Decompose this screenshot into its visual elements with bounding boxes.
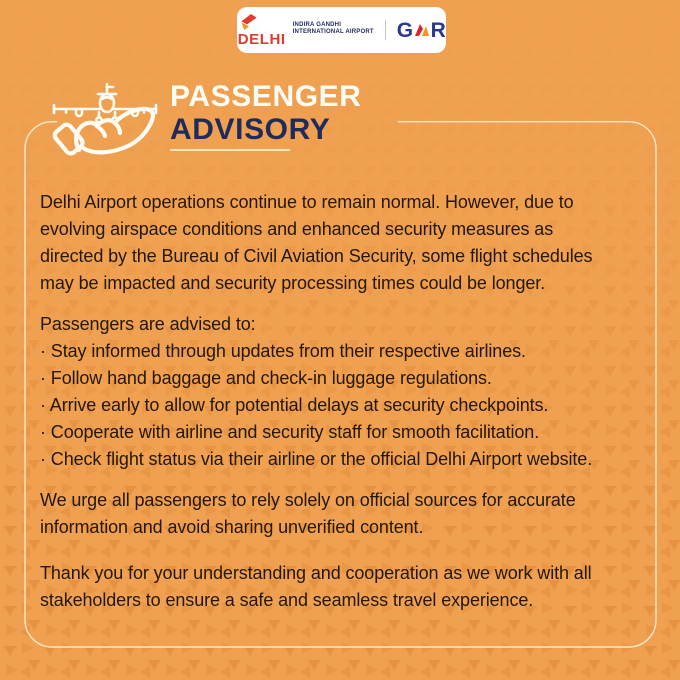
advice-intro: Passengers are advised to:	[40, 314, 256, 334]
title-passenger: PASSENGER	[170, 80, 362, 113]
advice-item: · Cooperate with airline and security staff for smooth facilitation.	[40, 422, 540, 442]
advice-list	[40, 311, 650, 473]
delhi-logo-text: DELHI	[237, 31, 286, 48]
paragraph-official-sources	[40, 487, 650, 541]
advice-item: · Arrive early to allow for potential delays at security checkpoints.	[40, 395, 549, 415]
text-line: evolving airspace conditions and enhanced security measures as	[40, 219, 554, 239]
text-line: We urge all passengers to rely solely on official sources for accurate	[40, 490, 576, 510]
paragraph-thank-you	[40, 560, 650, 614]
text-line: information and avoid sharing unverified content.	[40, 517, 424, 537]
text-line: Delhi Airport operations continue to remain normal. However, due to	[40, 192, 574, 212]
advisory-body	[40, 189, 650, 614]
advice-item: · Stay informed through updates from their respective airlines.	[40, 341, 526, 361]
title-underline	[170, 149, 290, 151]
page-title	[170, 81, 362, 151]
logo-divider	[385, 20, 386, 40]
advice-item: · Check flight status via their airline or the official Delhi Airport website.	[40, 449, 593, 469]
text-line: directed by the Bureau of Civil Aviation Security, some flight schedules	[40, 246, 593, 266]
gmr-m-mark-icon	[414, 22, 430, 38]
title-advisory: ADVISORY	[170, 113, 331, 146]
delhi-airport-arrow-icon	[238, 13, 260, 31]
gmr-logo	[397, 20, 446, 41]
delhi-subtitle-line1: INDIRA GANDHI	[292, 22, 342, 28]
gmr-letter-g: G	[396, 18, 413, 42]
airport-logo-pill	[237, 7, 446, 53]
text-line: may be impacted and security processing times could be longer.	[40, 273, 546, 293]
advice-item: · Follow hand baggage and check-in luggage regulations.	[40, 368, 492, 388]
hand-holding-airplane-icon	[52, 82, 162, 172]
delhi-airport-logo	[238, 13, 286, 47]
text-line: Thank you for your understanding and cooperation as we work with all	[40, 563, 592, 583]
delhi-subtitle-line2: INTERNATIONAL AIRPORT	[292, 29, 374, 35]
gmr-letter-r: R	[430, 18, 446, 42]
delhi-airport-subtitle	[293, 22, 374, 36]
text-line: stakeholders to ensure a safe and seamless travel experience.	[40, 590, 534, 610]
paragraph-operations	[40, 189, 650, 297]
